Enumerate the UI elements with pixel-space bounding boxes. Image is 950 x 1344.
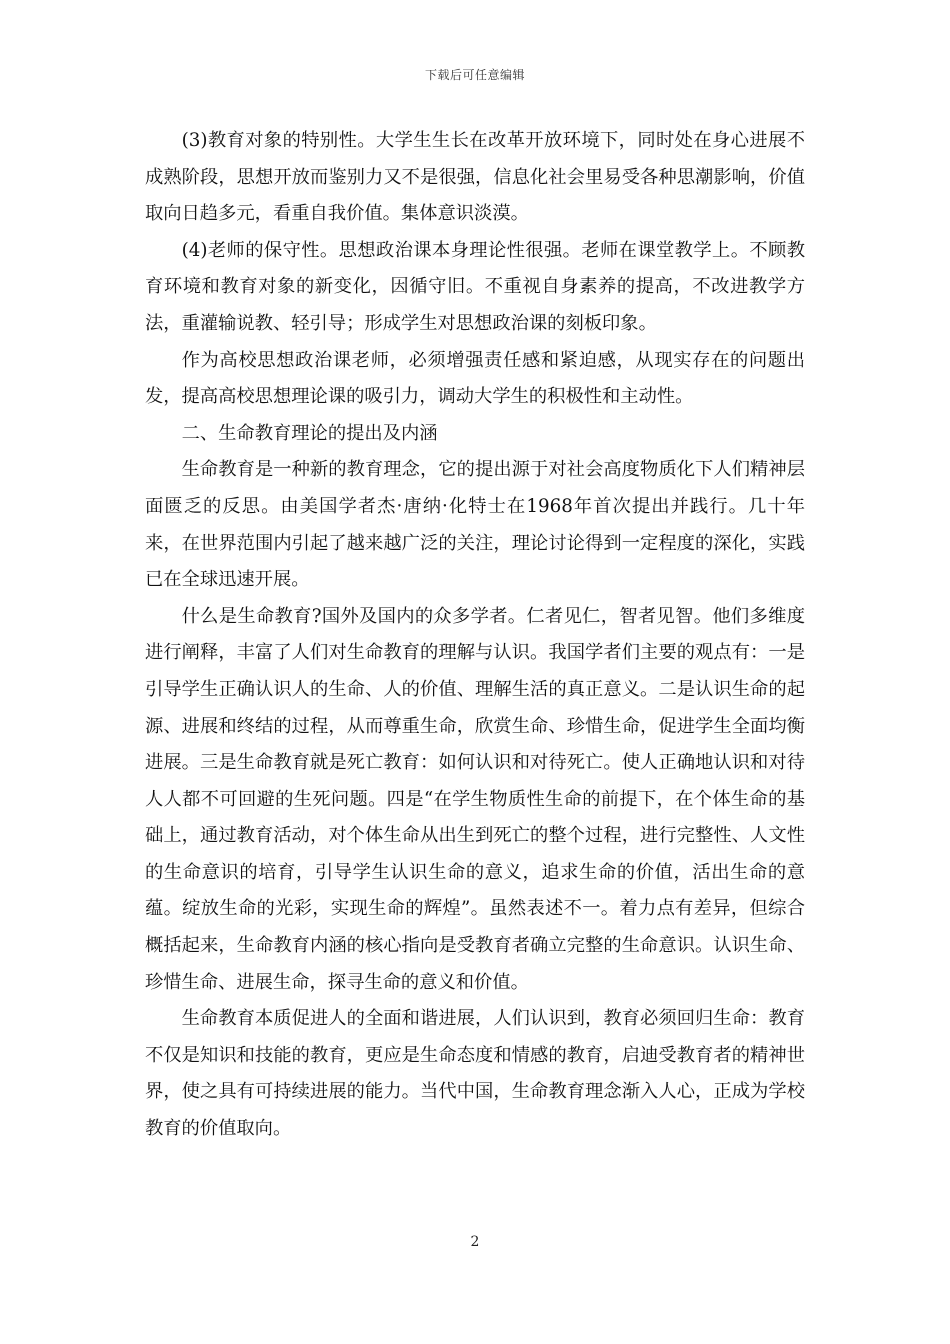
- paragraph-life-education-origin: 生命教育是一种新的教育理念，它的提出源于对社会高度物质化下人们精神层面匮乏的反思。由美国学者杰·唐纳·化特士在1968年首次提出并践行。几十年来，在世界范围内引起了越来越广泛的关注，理论讨论得到一定程度的深化，实践已在全球迅速开展。: [145, 459, 805, 591]
- paragraph-life-education-essence: 生命教育本质促进人的全面和谐进展，人们认识到，教育必须回归生命：教育不仅是知识和技能的教育，更应是生命态度和情感的教育，启迪受教育者的精神世界，使之具有可持续进展的能力。当代中国，生命教育理念渐入人心，正成为学校教育的价值取向。: [145, 1008, 805, 1140]
- paragraph-life-education-definition: 什么是生命教育?国外及国内的众多学者。仁者见仁，智者见智。他们多维度进行阐释，丰富了人们对生命教育的理解与认识。我国学者们主要的观点有：一是引导学生正确认识人的生命、人的价值、理解生活的真正意义。二是认识生命的起源、进展和终结的过程，从而尊重生命，欣赏生命、珍惜生命，促进学生全面均衡进展。三是生命教育就是死亡教育：如何认识和对待死亡。使人正确地认识和对待人人都不可回避的生死问题。四是“在学生物质性生命的前提下，在个体生命的基础上，通过教育活动，对个体生命从出生到死亡的整个过程，进行完整性、人文性的生命意识的培育，引导学生认识生命的意义，追求生命的价值，活出生命的意蕴。绽放生命的光彩，实现生命的辉煌”。虽然表述不一。着力点有差异，但综合概括起来，生命教育内涵的核心指向是受教育者确立完整的生命意识。认识生命、珍惜生命、进展生命，探寻生命的意义和价值。: [145, 605, 805, 993]
- page-header: 下载后可任意编辑: [424, 68, 525, 82]
- paragraph-teacher-responsibility: 作为高校思想政治课老师，必须增强责任感和紧迫感，从现实存在的问题出发，提高高校思想理论课的吸引力，调动大学生的积极性和主动性。: [145, 349, 805, 408]
- paragraph-item-3: (3)教育对象的特别性。大学生生长在改革开放环境下，同时处在身心进展不成熟阶段，思想开放而鉴别力又不是很强，信息化社会里易受各种思潮影响，价值取向日趋多元，看重自我价值。集体意识淡漠。: [145, 130, 805, 225]
- paragraph-item-4: (4)老师的保守性。思想政治课本身理论性很强。老师在课堂教学上。不顾教育环境和教育对象的新变化，因循守旧。不重视自身素养的提高，不改进教学方法，重灌输说教、轻引导；形成学生对思想政治课的刻板印象。: [145, 239, 805, 334]
- page-number: 2: [470, 1234, 480, 1250]
- section-heading: 二、生命教育理论的提出及内涵: [181, 422, 438, 444]
- document-body: [145, 123, 805, 1148]
